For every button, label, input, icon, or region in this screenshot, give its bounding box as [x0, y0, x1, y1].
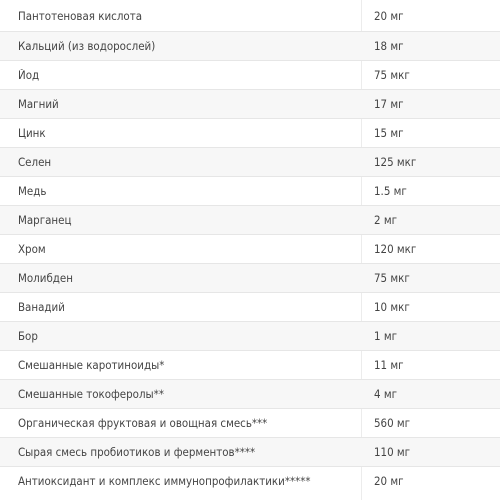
nutrient-name: Бор	[18, 330, 38, 343]
nutrient-name: Пантотеновая кислота	[18, 10, 143, 23]
table-row	[0, 292, 500, 321]
table-row	[0, 408, 500, 437]
nutrient-name: Органическая фруктовая и овощная смесь***	[18, 417, 268, 430]
nutrient-amount: 1.5 мг	[374, 185, 407, 198]
nutrient-amount: 20 мг	[374, 10, 404, 23]
table-row	[0, 147, 500, 176]
table-row	[0, 263, 500, 292]
nutrient-name: Смешанные каротиноиды*	[18, 359, 165, 372]
nutrient-amount: 20 мг	[374, 475, 404, 488]
nutrient-name: Сырая смесь пробиотиков и ферментов****	[18, 446, 256, 459]
nutrient-name: Хром	[18, 243, 46, 256]
table-row	[0, 89, 500, 118]
nutrient-amount: 17 мг	[374, 98, 404, 111]
nutrient-amount: 10 мкг	[374, 301, 410, 314]
nutrient-name: Марганец	[18, 214, 72, 227]
table-row	[0, 60, 500, 89]
nutrient-amount: 560 мг	[374, 417, 411, 430]
table-row	[0, 31, 500, 60]
nutrient-amount: 125 мкг	[374, 156, 417, 169]
table-row	[0, 205, 500, 234]
nutrient-amount: 75 мкг	[374, 69, 410, 82]
nutrient-amount: 2 мг	[374, 214, 397, 227]
nutrient-name: Йод	[18, 69, 40, 82]
table-row	[0, 437, 500, 466]
table-row	[0, 2, 500, 31]
nutrient-name: Медь	[18, 185, 47, 198]
table-row	[0, 379, 500, 408]
nutrient-amount: 18 мг	[374, 40, 404, 53]
nutrient-name: Цинк	[18, 127, 46, 140]
table-row	[0, 350, 500, 379]
nutrient-amount: 15 мг	[374, 127, 404, 140]
table-row	[0, 234, 500, 263]
table-row	[0, 321, 500, 350]
nutrient-name: Кальций (из водорослей)	[18, 40, 156, 53]
nutrient-name: Смешанные токоферолы**	[18, 388, 164, 401]
nutrient-name: Ванадий	[18, 301, 65, 314]
nutrient-amount: 11 мг	[374, 359, 404, 372]
nutrient-name: Селен	[18, 156, 52, 169]
table-row	[0, 118, 500, 147]
nutrient-name: Антиоксидант и комплекс иммунопрофилактики*****	[18, 475, 311, 488]
nutrient-amount: 110 мг	[374, 446, 411, 459]
nutrient-name: Молибден	[18, 272, 73, 285]
nutrient-amount: 4 мг	[374, 388, 397, 401]
table-row	[0, 466, 500, 495]
nutrient-amount: 120 мкг	[374, 243, 417, 256]
nutrient-amount: 75 мкг	[374, 272, 410, 285]
nutrient-amount: 1 мг	[374, 330, 397, 343]
table-row	[0, 176, 500, 205]
nutrient-name: Магний	[18, 98, 59, 111]
